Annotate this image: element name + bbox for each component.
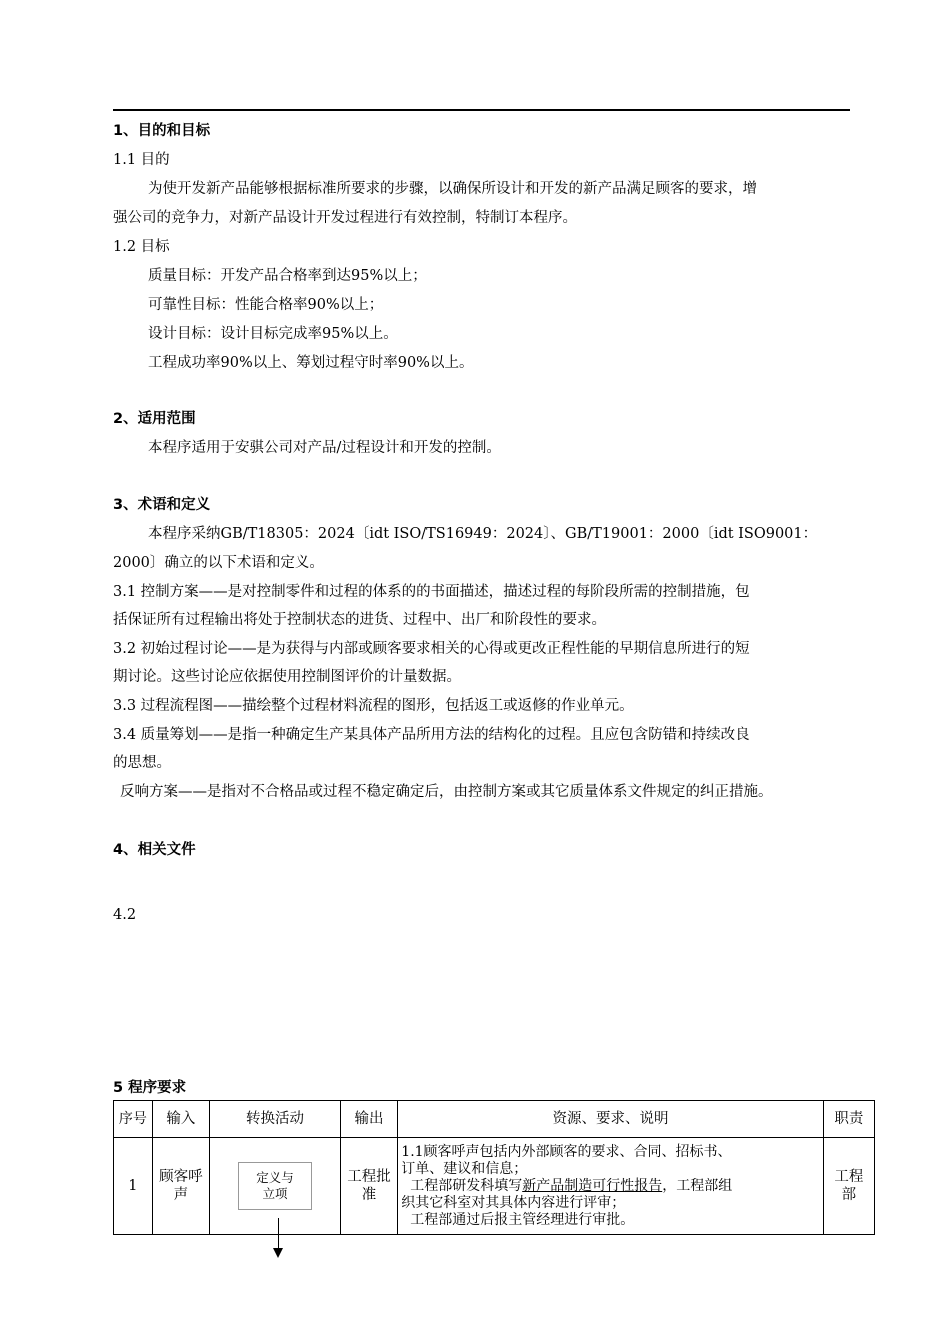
section3-heading: 3、术语和定义 xyxy=(113,497,211,513)
header-input: 输入 xyxy=(152,1101,209,1138)
flow-box-definition xyxy=(238,1162,312,1210)
definition-3-1-line2: 括保证所有过程输出将处于控制状态的进货、过程中、出厂和阶段性的要求。 xyxy=(113,612,606,628)
desc-line4: 织其它科室对其具体内容进行评审； xyxy=(401,1194,626,1211)
section1-1-paragraph-line1: 为使开发新产品能够根据标准所要求的步骤，以确保所设计和开发的新产品满足顾客的要求，增 xyxy=(148,181,757,197)
section1-2-title: 1.2 目标 xyxy=(113,239,170,255)
definition-reaction-plan: 反响方案——是指对不合格品或过程不稳定确定后，由控制方案或其它质量体系文件规定的纠正措施。 xyxy=(120,784,773,800)
desc-line1: 1.1顾客呼声包括内外部顾客的要求、合同、招标书、 xyxy=(401,1143,732,1160)
header-description: 资源、要求、说明 xyxy=(398,1101,823,1138)
top-rule xyxy=(113,109,850,111)
table-row xyxy=(114,1138,875,1235)
definition-3-3: 3.3 过程流程图——描绘整个过程材料流程的图形，包括返工或返修的作业单元。 xyxy=(113,698,634,714)
header-activity: 转换活动 xyxy=(210,1101,341,1138)
row1-activity xyxy=(210,1138,341,1235)
desc-line2: 订单、建议和信息； xyxy=(401,1160,528,1177)
definition-3-4-line1: 3.4 质量筹划——是指一种确定生产某具体产品所用方法的结构化的过程。且应包含防错和持续改良 xyxy=(113,727,750,743)
header-seq: 序号 xyxy=(114,1101,153,1138)
section3-intro-line2: 2000〕确立的以下术语和定义。 xyxy=(113,555,324,571)
header-duty: 职责 xyxy=(823,1101,874,1138)
definition-3-1-line1: 3.1 控制方案——是对控制零件和过程的体系的的书面描述，描述过程的每阶段所需的控制措施，包 xyxy=(113,584,750,600)
definition-3-2-line1: 3.2 初始过程讨论——是为获得与内部或顾客要求相关的心得或更改正程性能的早期信息所进行的短 xyxy=(113,641,750,657)
flow-box-line1: 定义与 xyxy=(256,1170,294,1185)
section1-1-title: 1.1 目的 xyxy=(113,152,170,168)
flow-arrow-down-icon xyxy=(273,1248,283,1258)
section3-intro-line1: 本程序采纳GB/T18305：2024〔idt ISO/TS16949：2024〕、GB/T19001：2000〔idt ISO9001： xyxy=(148,526,818,542)
section1-1-paragraph-line2: 强公司的竞争力，对新产品设计开发过程进行有效控制，特制订本程序。 xyxy=(113,210,577,226)
definition-3-2-line2: 期讨论。这些讨论应依据使用控制图评价的计量数据。 xyxy=(113,669,461,685)
section4-item: 4.2 xyxy=(113,907,137,923)
goal-reliability: 可靠性目标：性能合格率90%以上； xyxy=(148,297,384,313)
feasibility-report-link: 新产品制造可行性报告 xyxy=(522,1177,663,1194)
section5-heading: 5 程序要求 xyxy=(113,1080,187,1096)
row1-input: 顾客呼声 xyxy=(152,1138,209,1235)
flow-arrow-line xyxy=(278,1218,279,1248)
flow-box-line2: 立项 xyxy=(262,1186,288,1201)
row1-output: 工程批准 xyxy=(340,1138,397,1235)
desc-line5: 工程部通过后报主管经理进行审批。 xyxy=(401,1211,635,1228)
desc-line3 xyxy=(401,1178,819,1195)
section1-heading: 1、目的和目标 xyxy=(113,123,211,139)
section2-heading: 2、适用范围 xyxy=(113,411,196,427)
desc-line3-start: 工程部研发科填写 xyxy=(401,1177,523,1194)
header-output: 输出 xyxy=(340,1101,397,1138)
table-header-row xyxy=(114,1101,875,1138)
row1-description xyxy=(398,1138,823,1235)
section2-text: 本程序适用于安骐公司对产品/过程设计和开发的控制。 xyxy=(148,440,501,456)
section4-heading: 4、相关文件 xyxy=(113,842,196,858)
procedure-table xyxy=(113,1100,875,1235)
desc-line3-end: ，工程部组 xyxy=(662,1177,733,1194)
goal-design: 设计目标：设计目标完成率95%以上。 xyxy=(148,326,398,342)
goal-quality: 质量目标：开发产品合格率到达95%以上； xyxy=(148,268,427,284)
goal-engineering: 工程成功率90%以上、筹划过程守时率90%以上。 xyxy=(148,355,474,371)
definition-3-4-line2: 的思想。 xyxy=(113,755,171,771)
row1-seq: 1 xyxy=(114,1138,153,1235)
row1-duty: 工程部 xyxy=(823,1138,874,1235)
